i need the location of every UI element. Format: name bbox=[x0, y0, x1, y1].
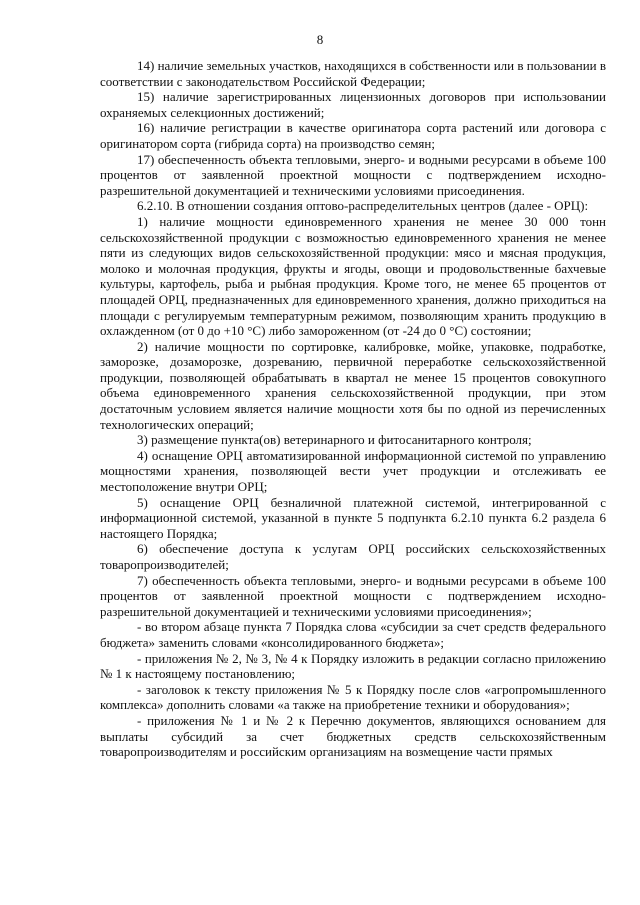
paragraph-orc-item-7: 7) обеспеченность объекта тепловыми, энерго- и водными ресурсами в объеме 100 процентов от заявленной проектной мощности с подтверждением исходно-разрешительной документацией и техническими условиями присоединения»; bbox=[100, 572, 606, 619]
paragraph-amendment-appendix-5-title: - заголовок к тексту приложения № 5 к Порядку после слов «агропромышленного комплекса» дополнить словами «а также на приобретение техники и оборудования»; bbox=[100, 681, 606, 713]
paragraph-orc-item-4: 4) оснащение ОРЦ автоматизированной информационной системой по управлению мощностями хранения, позволяющей вести учет продукции и отслеживать ее местоположение внутри ОРЦ; bbox=[100, 447, 606, 495]
paragraph-item-16-originator: 16) наличие регистрации в качестве оригинатора сорта растений или договора с оригинатором сорта (гибрида сорта) на производство семян; bbox=[100, 120, 606, 151]
paragraph-amendment-point-7: - во втором абзаце пункта 7 Порядка слова «субсидии за счет средств федерального бюджета» заменить словами «консолидированного бюджета»; bbox=[100, 619, 606, 650]
paragraph-orc-item-3: 3) размещение пункта(ов) ветеринарного и фитосанитарного контроля; bbox=[137, 432, 532, 448]
paragraph-item-15-license: 15) наличие зарегистрированных лицензионных договоров при использовании охраняемых селекционных достижений; bbox=[100, 89, 606, 120]
paragraph-orc-item-6: 6) обеспечение доступа к услугам ОРЦ российских сельскохозяйственных товаропроизводителей; bbox=[100, 541, 606, 572]
paragraph-item-14-land: 14) наличие земельных участков, находящихся в собственности или в пользовании в соответствии с законодательством Российской Федерации; bbox=[100, 58, 606, 89]
paragraph-amendment-documents-list: - приложения № 1 и № 2 к Перечню документов, являющихся основанием для выплаты субсидий за счет бюджетных средств сельскохозяйственным товаропроизводителям и российским организациям на возмещение части прямых bbox=[100, 712, 606, 760]
paragraph-item-17-resources: 17) обеспеченность объекта тепловыми, энерго- и водными ресурсами в объеме 100 процентов от заявленной проектной мощности с подтверждением исходно-разрешительной документацией и техническими условиями присоединения. bbox=[100, 151, 606, 198]
page-number: 8 bbox=[316, 32, 324, 47]
paragraph-orc-item-1: 1) наличие мощности единовременного хранения не менее 30 000 тонн сельскохозяйственной продукции с возможностью единовременного хранения не менее пяти из следующих видов сельскохозяйственной продукции: мясо и мясная продукция, молоко и молочная продукция, фрукты и ягоды, овощи и продовольственные бахчевые культуры, картофель, рыба и рыбная продукция. Кроме того, не менее 65 процентов от площадей ОРЦ, предназначенных для единовременного хранения, должно приходиться на площади с регулируемым температурным режимом, позволяющим хранить продукцию в охлажденном (от 0 до +10 °C) либо замороженном (от -24 до 0 °C) состоянии; bbox=[100, 213, 606, 339]
paragraph-amendment-appendices: - приложения № 2, № 3, № 4 к Порядку изложить в редакции согласно приложению № 1 к настоящему постановлению; bbox=[100, 650, 606, 682]
paragraph-orc-item-5: 5) оснащение ОРЦ безналичной платежной системой, интегрированной с информационной системой, указанной в пункте 5 подпункта 6.2.10 пункта 6.2 раздела 6 настоящего Порядка; bbox=[100, 494, 606, 541]
document-body bbox=[100, 58, 606, 760]
paragraph-section-6-2-10: 6.2.10. В отношении создания оптово-распределительных центров (далее - ОРЦ): bbox=[137, 198, 589, 214]
paragraph-orc-item-2: 2) наличие мощности по сортировке, калибровке, мойке, упаковке, подработке, заморозке, дозаморозке, дозреванию, первичной переработке сельскохозяйственной продукции, позволяющей обрабатывать в квартал не менее 15 процентов совокупного объема единовременного хранения сельскохозяйственной продукции, при этом достаточным условием является наличие мощности хотя бы по одной из перечисленных технологических операций; bbox=[100, 338, 606, 432]
